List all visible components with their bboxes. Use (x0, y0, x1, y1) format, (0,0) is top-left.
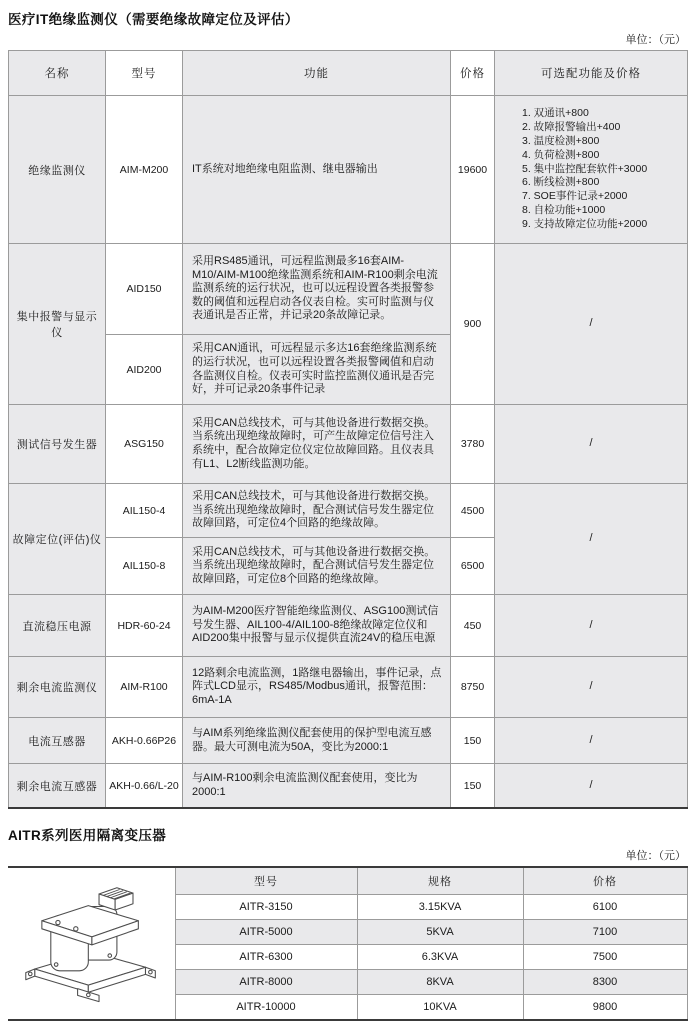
product-name: 故障定位(评估)仪 (9, 484, 106, 595)
product-function: IT系统对地绝缘电阻监测、继电器输出 (183, 96, 451, 244)
product-price: 8750 (451, 657, 495, 718)
transformer-illustration (24, 882, 158, 1006)
product-model: AKH-0.66P26 (106, 718, 183, 764)
table2-header-row (8, 867, 687, 895)
product-function: 与AIM-R100剩余电流监测仪配套使用，变比为2000:1 (183, 764, 451, 809)
product-function: 采用CAN通讯，可远程显示多达16套绝缘监测系统的运行状况，也可以远程设置各类报警阈值和启动各监测仪自检。仪表可实时监控监测仪通讯是否完好，并可记录20条事件记录 (183, 335, 451, 405)
row-test-signal-generator (9, 405, 688, 484)
product-model: AKH-0.66/L-20 (106, 764, 183, 809)
product-name: 电流互感器 (9, 718, 106, 764)
option-item: 7. SOE事件记录+2000 (522, 190, 628, 203)
option-item: 3. 温度检测+800 (522, 134, 600, 147)
section2-unit-label: 单位：（元） (625, 850, 686, 862)
header-model: 型号 (175, 867, 357, 895)
product-model: AIM-M200 (106, 96, 183, 244)
header-optional: 可选配功能及价格 (495, 51, 688, 96)
header-name: 名称 (9, 51, 106, 96)
product-function: 采用CAN总线技术，可与其他设备进行数据交换。当系统出现绝缘故障时，配合测试信号发生器定位故障回路，可定位8个回路的绝缘故障。 (183, 538, 451, 595)
product-function: 与AIM系列绝缘监测仪配套使用的保护型电流互感器。最大可测电流为50A，变比为2000:1 (183, 718, 451, 764)
spec-cell: 10KVA (357, 995, 523, 1021)
option-item: 4. 负荷检测+800 (522, 148, 600, 161)
transformer-table (8, 866, 688, 1021)
option-item: 2. 故障报警输出+400 (522, 120, 621, 133)
product-name: 直流稳压电源 (9, 595, 106, 657)
section2-title: AITR系列医用隔离变压器 (8, 828, 167, 843)
transformer-illustration-cell (8, 867, 175, 1020)
header-function: 功能 (183, 51, 451, 96)
model-cell: AITR-3150 (175, 895, 357, 920)
optional-functions-cell: / (495, 595, 688, 657)
product-model: AIL150-4 (106, 484, 183, 538)
product-name: 绝缘监测仪 (9, 96, 106, 244)
product-model: HDR-60-24 (106, 595, 183, 657)
product-model: AID150 (106, 244, 183, 335)
product-name: 剩余电流互感器 (9, 764, 106, 809)
option-item: 6. 断线检测+800 (522, 176, 600, 189)
product-price: 3780 (451, 405, 495, 484)
model-cell: AITR-8000 (175, 970, 357, 995)
product-price: 150 (451, 718, 495, 764)
spec-cell: 5KVA (357, 920, 523, 945)
product-function: 为AIM-M200医疗智能绝缘监测仪、ASG100测试信号发生器、AIL100-4/AIL100-8绝缘故障定位仪和AID200集中报警与显示仪提供直流24V的稳压电源 (183, 595, 451, 657)
header-spec: 规格 (357, 867, 523, 895)
optional-functions-cell: / (495, 657, 688, 718)
product-function: 采用CAN总线技术，可与其他设备进行数据交换。当系统出现绝缘故障时，可产生故障定位信号注入系统中，配合故障定位仪定位故障回路。且仪表具有L1、L2断线监测功能。 (183, 405, 451, 484)
model-cell: AITR-5000 (175, 920, 357, 945)
product-price: 900 (451, 244, 495, 405)
option-item: 1. 双通讯+800 (522, 106, 589, 119)
option-item: 9. 支持故障定位功能+2000 (522, 218, 648, 231)
price-cell: 8300 (523, 970, 687, 995)
option-item: 8. 自检功能+1000 (522, 204, 606, 217)
price-cell: 6100 (523, 895, 687, 920)
header-price: 价格 (523, 867, 687, 895)
optional-functions-cell: / (495, 718, 688, 764)
product-model: AIM-R100 (106, 657, 183, 718)
product-model: ASG150 (106, 405, 183, 484)
row-insulation-monitor (9, 96, 688, 244)
spec-cell: 8KVA (357, 970, 523, 995)
product-model: AIL150-8 (106, 538, 183, 595)
product-price: 6500 (451, 538, 495, 595)
spec-cell: 6.3KVA (357, 945, 523, 970)
product-name: 集中报警与显示仪 (9, 244, 106, 405)
row-fault-locator-ail150-4 (9, 484, 688, 538)
optional-functions-cell: / (495, 484, 688, 595)
section1-unit-label: 单位：（元） (625, 34, 686, 46)
product-function: 采用CAN总线技术，可与其他设备进行数据交换。当系统出现绝缘故障时，配合测试信号发生器定位故障回路，可定位4个回路的绝缘故障。 (183, 484, 451, 538)
product-function: 12路剩余电流监测，1路继电器输出，事件记录，点阵式LCD显示，RS485/Modbus通讯，报警范围：6mA-1A (183, 657, 451, 718)
row-dc-power-supply (9, 595, 688, 657)
product-function: 采用RS485通讯，可远程监测最多16套AIM-M10/AIM-M100绝缘监测系统和AIM-R100剩余电流监测系统的运行状况，也可以远程设置各类报警参数的阈值和远程启动各仪表自检。实可时监测与仪表通讯是否正常，并记录20条故障记录。 (183, 244, 451, 335)
model-cell: AITR-10000 (175, 995, 357, 1021)
optional-functions-cell: / (495, 244, 688, 405)
header-model: 型号 (106, 51, 183, 96)
header-price: 价格 (451, 51, 495, 96)
price-cell: 9800 (523, 995, 687, 1021)
section1-title: 医疗IT绝缘监测仪（需要绝缘故障定位及评估） (8, 12, 299, 27)
product-price: 4500 (451, 484, 495, 538)
table1-header-row (9, 51, 688, 96)
spec-cell: 3.15KVA (357, 895, 523, 920)
option-item: 5. 集中监控配套软件+3000 (522, 162, 648, 175)
row-residual-current-transformer (9, 764, 688, 809)
product-name: 测试信号发生器 (9, 405, 106, 484)
row-alarm-display-aid150 (9, 244, 688, 335)
price-cell: 7500 (523, 945, 687, 970)
optional-functions-cell (495, 96, 688, 244)
optional-functions-cell: / (495, 764, 688, 809)
optional-functions-cell: / (495, 405, 688, 484)
product-price: 150 (451, 764, 495, 809)
product-name: 剩余电流监测仪 (9, 657, 106, 718)
row-current-transformer (9, 718, 688, 764)
row-residual-current-monitor (9, 657, 688, 718)
product-price: 450 (451, 595, 495, 657)
medical-it-products-table (8, 50, 688, 809)
price-cell: 7100 (523, 920, 687, 945)
model-cell: AITR-6300 (175, 945, 357, 970)
product-model: AID200 (106, 335, 183, 405)
product-price: 19600 (451, 96, 495, 244)
